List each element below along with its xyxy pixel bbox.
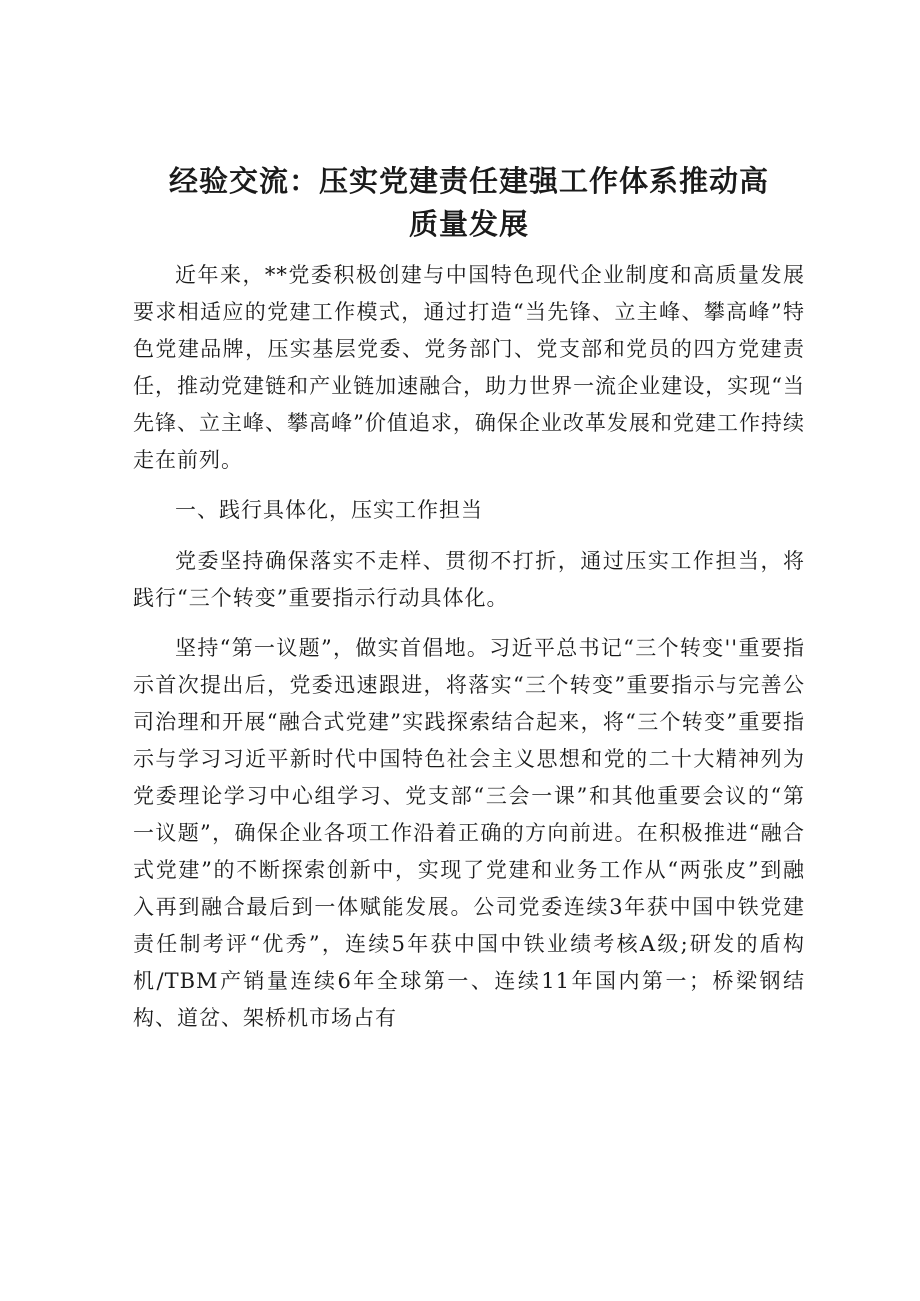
section-paragraph: 党委坚持确保落实不走样、贯彻不打折，通过压实工作担当，将践行“三个转变”重要指示行动具体化。	[133, 549, 805, 610]
section-heading: 一、践行具体化，压实工作担当	[175, 498, 483, 522]
intro-paragraph: 近年来，**党委积极创建与中国特色现代企业制度和高质量发展要求相适应的党建工作模式，通过打造“当先锋、立主峰、攀高峰”特色党建品牌，压实基层党委、党务部门、党支部和党员的四方党建责任，推动党建链和产业链加速融合，助力世界一流企业建设，实现“当先锋、立主峰、攀高峰”价值追求，确保企业改革发展和党建工作持续走在前列。	[133, 263, 805, 472]
document-title: 经验交流：压实党建责任建强工作体系推动高质量发展	[168, 164, 769, 241]
detail-paragraph: 坚持“第一议题”，做实首倡地。习近平总书记“三个转变''重要指示首次提出后，党委迅速跟进，将落实“三个转变”重要指示与完善公司治理和开展“融合式党建”实践探索结合起来，将“三个转变”重要指示与学习习近平新时代中国特色社会主义思想和党的二十大精神列为党委理论学习中心组学习、党支部“三会一课”和其他重要会议的“第一议题”，确保企业各项工作沿着正确的方向前进。在积极推进“融合式党建”的不断探索创新中，实现了党建和业务工作从“两张皮”到融入再到融合最后到一体赋能发展。公司党委连续3年获中国中铁党建责任制考评“优秀”，连续5年获中国中铁业绩考核A级;研发的盾构机/TBM产销量连续6年全球第一、连续11年国内第一；桥梁钢结构、道岔、架桥机市场占有	[133, 636, 805, 1030]
document-page	[133, 160, 805, 1037]
